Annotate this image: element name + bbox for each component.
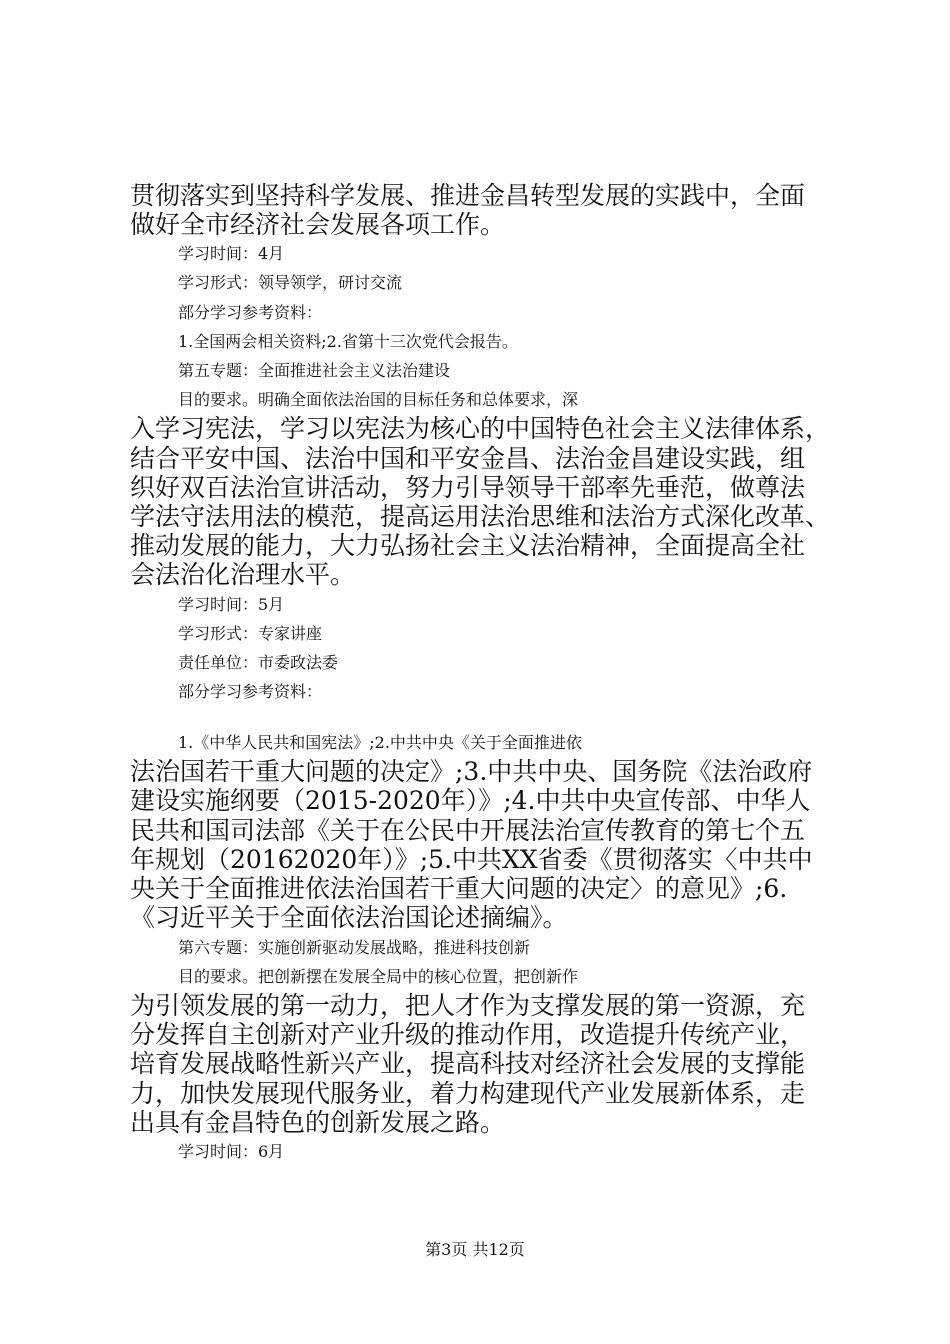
text-line: 法治国若干重大问题的决定》;3.中共中央、国务院《法治政府 bbox=[130, 757, 813, 786]
text-line: 年规划（20162020年）》;5.中共XX省委《贯彻落实〈中共中 bbox=[130, 845, 813, 874]
text-line: 《习近平关于全面依法治国论述摘编》。 bbox=[130, 903, 568, 932]
text-line: 培育发展战略性新兴产业，提高科技对经济社会发展的支撑能 bbox=[130, 1049, 806, 1078]
text-line: 学习时间：6月 bbox=[178, 1142, 285, 1161]
text-line: 1.《中华人民共和国宪法》;2.中共中央《关于全面推进依 bbox=[178, 733, 582, 752]
text-line: 学习形式：专家讲座 bbox=[178, 624, 323, 643]
text-line: 入学习宪法，学习以宪法为核心的中国特色社会主义法律体系， bbox=[130, 414, 831, 443]
text-line: 力，加快发展现代服务业，着力构建现代产业发展新体系，走 bbox=[130, 1079, 806, 1108]
text-line: 学习形式：领导领学，研讨交流 bbox=[178, 273, 403, 292]
text-line: 1.全国两会相关资料;2.省第十三次党代会报告。 bbox=[178, 332, 518, 351]
text-line: 结合平安中国、法治中国和平安金昌、法治金昌建设实践，组 bbox=[130, 444, 806, 473]
text-line: 部分学习参考资料： bbox=[178, 682, 323, 701]
section-heading: 第六专题：实施创新驱动发展战略，推进科技创新 bbox=[178, 938, 531, 957]
text-line: 出具有金昌特色的创新发展之路。 bbox=[130, 1108, 506, 1137]
text-line: 学习时间：4月 bbox=[178, 244, 285, 263]
section-heading: 第五专题：全面推进社会主义法治建设 bbox=[178, 361, 451, 380]
page-number-footer: 第3页 共12页 bbox=[425, 1240, 525, 1259]
text-line: 学习时间：5月 bbox=[178, 595, 285, 614]
text-line: 织好双百法治宣讲活动，努力引导领导干部率先垂范，做尊法 bbox=[130, 473, 806, 502]
text-line: 推动发展的能力，大力弘扬社会主义法治精神，全面提高全社 bbox=[130, 531, 806, 560]
text-line: 分发挥自主创新对产业升级的推动作用，改造提升传统产业， bbox=[130, 1020, 806, 1049]
text-line: 会法治化治理水平。 bbox=[130, 560, 356, 589]
text-line: 部分学习参考资料： bbox=[178, 303, 323, 322]
text-line: 为引领发展的第一动力，把人才作为支撑发展的第一资源，充 bbox=[130, 991, 806, 1020]
text-line: 贯彻落实到坚持科学发展、推进金昌转型发展的实践中，全面 bbox=[130, 181, 806, 210]
text-line: 建设实施纲要（2015-2020年）》;4.中共中央宣传部、中华人 bbox=[130, 786, 811, 815]
text-line: 目的要求。把创新摆在发展全局中的核心位置，把创新作 bbox=[178, 967, 579, 986]
text-line: 目的要求。明确全面依法治国的目标任务和总体要求，深 bbox=[178, 390, 579, 409]
text-line: 民共和国司法部《关于在公民中开展法治宣传教育的第七个五 bbox=[130, 816, 806, 845]
text-line: 学法守法用法的模范，提高运用法治思维和法治方式深化改革、 bbox=[130, 502, 831, 531]
text-line: 责任单位：市委政法委 bbox=[178, 653, 339, 672]
text-line: 做好全市经济社会发展各项工作。 bbox=[130, 210, 506, 239]
text-line: 央关于全面推进依法治国若干重大问题的决定〉的意见》;6. bbox=[130, 874, 788, 903]
